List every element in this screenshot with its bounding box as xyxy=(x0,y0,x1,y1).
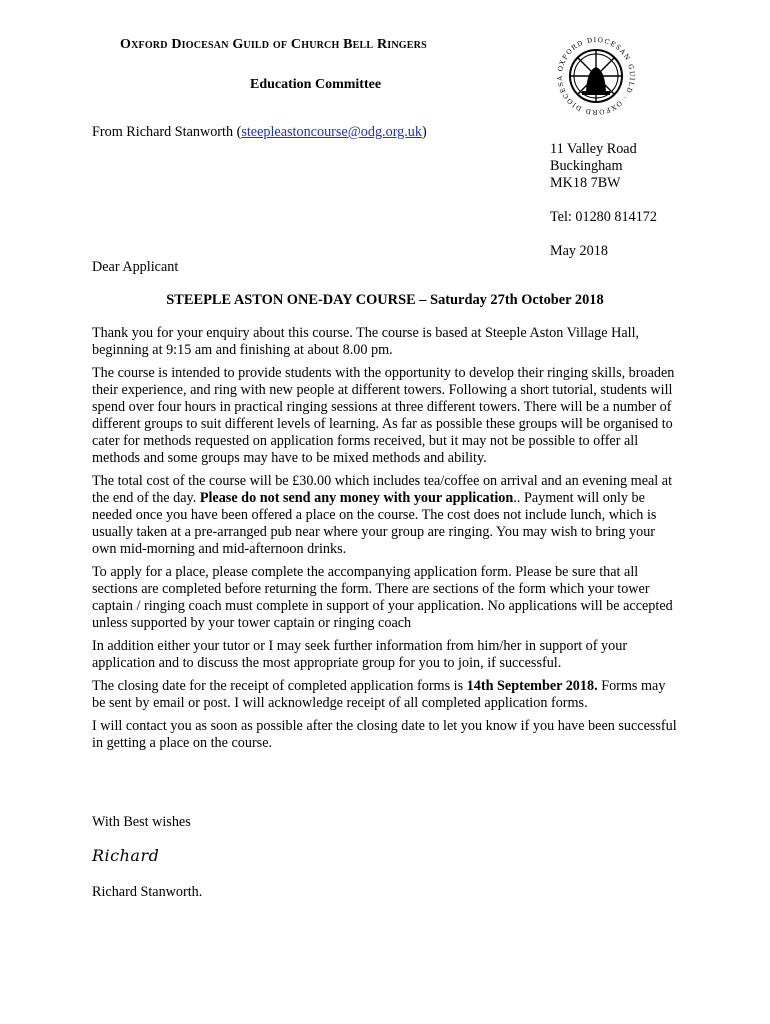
signoff: With Best wishes xyxy=(92,814,191,830)
guild-seal-logo xyxy=(556,36,636,116)
telephone: Tel: 01280 814172 xyxy=(550,209,657,225)
letter-body xyxy=(92,325,682,758)
from-line xyxy=(92,124,427,141)
cost-warning: Please do not send any money with your application xyxy=(199,490,514,506)
signed-name: Richard Stanworth. xyxy=(92,884,203,900)
paragraph-purpose: The course is intended to provide students with the opportunity to develop their ringing skills, broaden their experience, and ring with new people at different towers. Following a short tutorial, students will spend over four hours in practical ringing sessions at three different towers. There will be a number of different groups to suit different levels of learning. As far as possible these groups will be organised to cater for methods requested on application forms received, but it may not be possible to offer all methods and some groups may have to be mixed methods and ability. xyxy=(92,365,675,466)
address-postcode: MK18 7BW xyxy=(550,175,621,191)
address-street: 11 Valley Road xyxy=(550,141,637,157)
course-heading: STEEPLE ASTON ONE-DAY COURSE – Saturday 27th October 2018 xyxy=(166,292,604,308)
cost-text-b: .. Payment will only be needed once you have been offered a place on the course. The cost does not include lunch, which is usually taken at a pre-arranged pub near where your group are ringing. You may wish to bring your own mid-morning and mid-afternoon drinks. xyxy=(92,490,657,557)
paragraph-further-info: In addition either your tutor or I may seek further information from him/her in support of your application and to discuss the most appropriate group for you to join, if successful. xyxy=(92,638,628,671)
paragraph-contact: I will contact you as soon as possible after the closing date to let you know if you have been successful in getting a place on the course. xyxy=(92,718,677,751)
salutation: Dear Applicant xyxy=(92,259,179,275)
cost-text-a: The total cost of the course will be £30.00 which includes tea/coffee on arrival and an evening meal at the end of the day. xyxy=(92,473,673,506)
email-link[interactable]: steepleastoncourse@odg.org.uk xyxy=(241,124,422,140)
sender-address xyxy=(550,141,637,192)
paragraph-cost xyxy=(92,473,682,558)
paragraph-apply: To apply for a place, please complete the accompanying application form. Please be sure that all sections are completed before returning the form. There are sections of the form which your tower captain / ringing coach must complete in support of your application. No applications will be accepted unless supported by your tower captain or ringing coach xyxy=(92,564,673,631)
letter-date: May 2018 xyxy=(550,243,608,259)
closing-text-b: Forms may be sent by email or post. I will acknowledge receipt of all completed application forms. xyxy=(92,678,666,711)
from-suffix: ) xyxy=(422,124,427,140)
address-town: Buckingham xyxy=(550,158,623,174)
committee-name: Education Committee xyxy=(250,77,382,92)
bell-wheel-icon xyxy=(556,36,636,116)
organisation-title: Oxford Diocesan Guild of Church Bell Ringers xyxy=(120,37,427,52)
svg-text:OXFORD DIOCESAN GUILD · OXFORD: OXFORD DIOCESAN GUILD · OXFORD DIOCESA xyxy=(556,36,636,116)
closing-date: 14th September 2018. xyxy=(466,678,598,694)
paragraph-closing-date xyxy=(92,678,682,712)
closing-text-a: The closing date for the receipt of completed application forms is xyxy=(92,678,467,694)
paragraph-intro: Thank you for your enquiry about this course. The course is based at Steeple Aston Village Hall, beginning at 9:15 am and finishing at about 8.00 pm. xyxy=(92,325,640,358)
handwritten-signature: Richard xyxy=(92,846,160,865)
from-prefix: From Richard Stanworth ( xyxy=(92,124,242,140)
